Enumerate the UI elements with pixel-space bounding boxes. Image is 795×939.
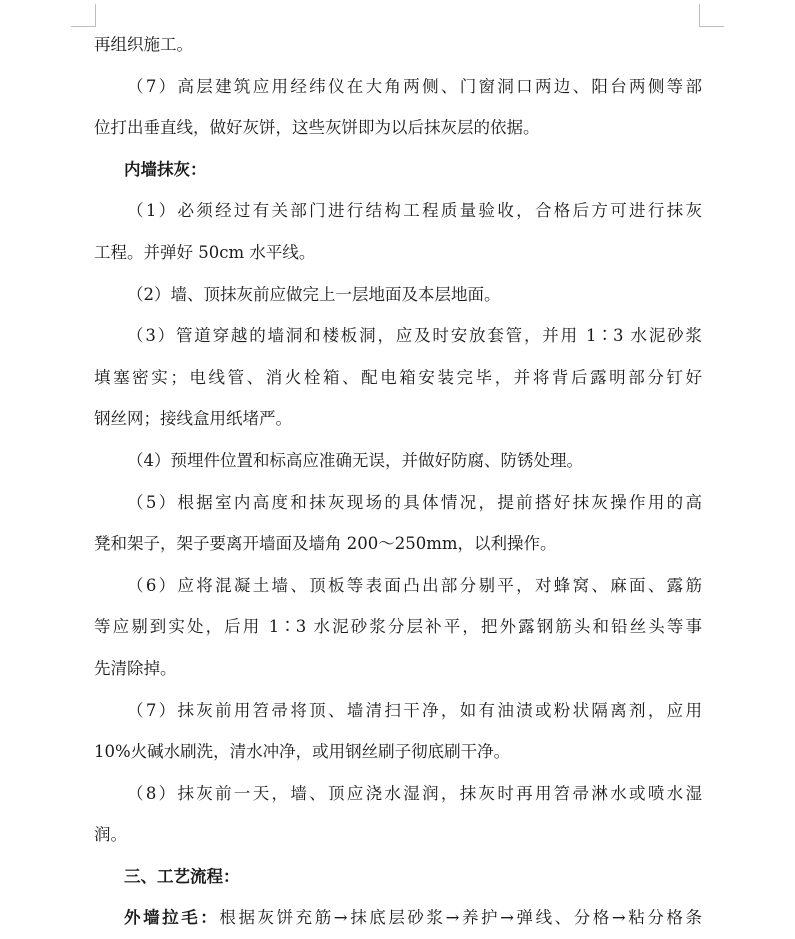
paragraph-line: 10%火碱水刷洗，清水冲净，或用钢丝刷子彻底刷干净。: [94, 742, 511, 762]
paragraph-line: （8）抹灰前一天，墙、顶应浇水湿润，抹灰时再用笤帚淋水或喷水湿: [127, 783, 702, 803]
paragraph-line: （4）预埋件位置和标高应准确无误，并做好防腐、防锈处理。: [127, 450, 583, 470]
paragraph-line: （5）根据室内高度和抹灰现场的具体情况，提前搭好抹灰操作用的高: [127, 492, 702, 512]
paragraph-line: 润。: [94, 825, 127, 845]
paragraph-line: 位打出垂直线，做好灰饼，这些灰饼即为以后抹灰层的依据。: [94, 118, 540, 138]
paragraph-line: （1）必须经过有关部门进行结构工程质量验收，合格后方可进行抹灰: [127, 201, 702, 221]
inline-label: 外墙拉毛：: [124, 908, 220, 928]
paragraph-line: 填塞密实；电线管、消火栓箱、配电箱安装完毕，并将背后露明部分钉好: [94, 367, 702, 387]
document-body: [94, 24, 702, 939]
paragraph-line: （2）墙、顶抹灰前应做完上一层地面及本层地面。: [127, 284, 501, 304]
crop-mark-right: [699, 4, 724, 27]
crop-mark-left: [71, 4, 96, 27]
paragraph-line: 先清除掉。: [94, 658, 177, 678]
section-heading: 内墙抹灰：: [124, 159, 207, 179]
paragraph-line: 再组织施工。: [94, 35, 193, 54]
paragraph-line: [94, 897, 702, 939]
paragraph-line: 工程。并弹好 50cm 水平线。: [94, 242, 316, 262]
paragraph-line: 等应剔到实处，后用 1∶3 水泥砂浆分层补平，把外露钢筋头和铅丝头等事: [94, 617, 702, 637]
paragraph-line: 钢丝网；接线盒用纸堵严。: [94, 409, 292, 429]
section-heading: 三、工艺流程：: [124, 866, 240, 886]
paragraph-line: （7）高层建筑应用经纬仪在大角两侧、门窗洞口两边、阳台两侧等部: [127, 76, 702, 96]
inline-text: 根据灰饼充筋→抹底层砂浆→养护→弹线、分格→粘分格条: [219, 908, 702, 928]
paragraph-line: （7）抹灰前用笤帚将顶、墙清扫干净，如有油渍或粉状隔离剂，应用: [127, 700, 702, 720]
paragraph-line: 凳和架子，架子要离开墙面及墙角 200～250mm，以利操作。: [94, 534, 557, 554]
paragraph-line: （3）管道穿越的墙洞和楼板洞，应及时安放套管，并用 1∶3 水泥砂浆: [127, 326, 702, 346]
paragraph-line: （6）应将混凝土墙、顶板等表面凸出部分剔平，对蜂窝、麻面、露筋: [127, 575, 702, 595]
